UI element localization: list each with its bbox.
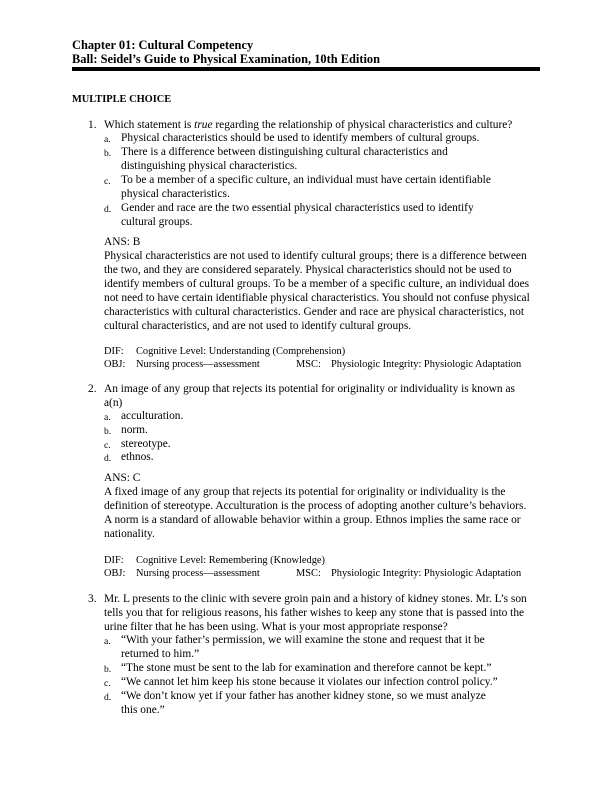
option-text: There is a difference between distinguishing cultural characteristics and xyxy=(121,146,448,158)
option-text: “With your father’s permission, we will examine the stone and request that it be xyxy=(121,634,485,646)
rationale-line: not need to have certain identifiable physical characteristics. You should not confuse physical xyxy=(104,292,530,304)
rationale-line: cultural characteristics, and are not used to identify cultural groups. xyxy=(104,320,412,332)
option-letter: b. xyxy=(104,664,112,675)
option-letter: a. xyxy=(104,412,111,423)
question-stem: tells you that for religious reasons, his father wishes to keep any stone that is passed into the xyxy=(104,607,525,619)
objective-value: Nursing process—assessment xyxy=(136,568,260,579)
option-text: “We don’t know yet if your father has another kidney stone, so we must analyze xyxy=(121,690,486,702)
msc-label: MSC: xyxy=(296,568,321,579)
question-stem: urine filter that he has been using. What is your most appropriate response? xyxy=(104,621,448,633)
question-stem: Mr. L presents to the clinic with severe groin pain and a history of kidney stones. Mr. L’s son xyxy=(104,593,527,605)
option-text: distinguishing physical characteristics. xyxy=(121,160,298,172)
rationale-line: nationality. xyxy=(104,528,155,540)
book-title: Ball: Seidel’s Guide to Physical Examination, 10th Edition xyxy=(72,52,380,66)
option-letter: d. xyxy=(104,204,112,215)
msc-value: Physiologic Integrity: Physiologic Adaptation xyxy=(331,568,522,579)
msc-label: MSC: xyxy=(296,359,321,370)
section-title: MULTIPLE CHOICE xyxy=(72,94,172,105)
question-number: 1. xyxy=(88,119,97,131)
option-letter: a. xyxy=(104,636,111,647)
question-number: 3. xyxy=(88,593,97,605)
option-text: physical characteristics. xyxy=(121,188,230,200)
answer-key: ANS: C xyxy=(104,472,141,484)
option-letter: d. xyxy=(104,692,112,703)
option-text: cultural groups. xyxy=(121,216,193,228)
option-letter: d. xyxy=(104,453,112,464)
question-number: 2. xyxy=(88,383,97,395)
obj-label: OBJ: xyxy=(104,359,126,370)
option-text: stereotype. xyxy=(121,438,171,450)
dif-label: DIF: xyxy=(104,346,124,357)
option-text: Physical characteristics should be used to identify members of cultural groups. xyxy=(121,132,480,144)
rationale-line: A norm is a standard of allowable behavior within a group. Ethnos implies the same race or xyxy=(104,514,521,526)
option-text: ethnos. xyxy=(121,451,154,463)
option-text: norm. xyxy=(121,424,148,436)
difficulty-value: Cognitive Level: Remembering (Knowledge) xyxy=(136,555,325,566)
dif-label: DIF: xyxy=(104,555,124,566)
option-text: returned to him.” xyxy=(121,648,200,660)
obj-label: OBJ: xyxy=(104,568,126,579)
rationale-line: identify members of cultural groups. To be a member of a specific culture, an individual does xyxy=(104,278,530,290)
option-letter: c. xyxy=(104,678,111,689)
answer-key: ANS: B xyxy=(104,236,141,248)
option-text: this one.” xyxy=(121,704,165,716)
option-text: acculturation. xyxy=(121,410,184,422)
option-text: To be a member of a specific culture, an individual must have certain identifiable xyxy=(121,174,491,186)
option-letter: a. xyxy=(104,134,111,145)
msc-value: Physiologic Integrity: Physiologic Adaptation xyxy=(331,359,522,370)
question-stem: An image of any group that rejects its potential for originality or individuality is known as xyxy=(104,383,515,395)
option-letter: b. xyxy=(104,148,112,159)
question-stem: Which statement is true regarding the relationship of physical characteristics and culture? xyxy=(104,119,513,131)
rationale-line: the two, and they are considered separately. Physical characteristics should not be used to xyxy=(104,264,512,276)
difficulty-value: Cognitive Level: Understanding (Comprehension) xyxy=(136,346,346,357)
question-stem: a(n) xyxy=(104,397,123,409)
option-text: “We cannot let him keep his stone because it violates our infection control policy.” xyxy=(121,676,498,688)
option-letter: c. xyxy=(104,440,111,451)
chapter-title: Chapter 01: Cultural Competency xyxy=(72,38,254,52)
rationale-line: Physical characteristics are not used to identify cultural groups; there is a difference between xyxy=(104,250,527,262)
rationale-line: characteristics with cultural characteristics. Gender and race are physical characteristics, not xyxy=(104,306,524,318)
option-text: Gender and race are the two essential physical characteristics used to identify xyxy=(121,202,474,214)
option-letter: c. xyxy=(104,176,111,187)
rationale-line: A fixed image of any group that rejects its potential for originality or individuality is the xyxy=(104,486,506,498)
option-text: “The stone must be sent to the lab for examination and therefore cannot be kept.” xyxy=(121,662,492,674)
rationale-line: definition of stereotype. Acculturation is the process of adopting another culture’s behaviors. xyxy=(104,500,527,512)
option-letter: b. xyxy=(104,426,112,437)
objective-value: Nursing process—assessment xyxy=(136,359,260,370)
header-rule xyxy=(72,67,540,71)
